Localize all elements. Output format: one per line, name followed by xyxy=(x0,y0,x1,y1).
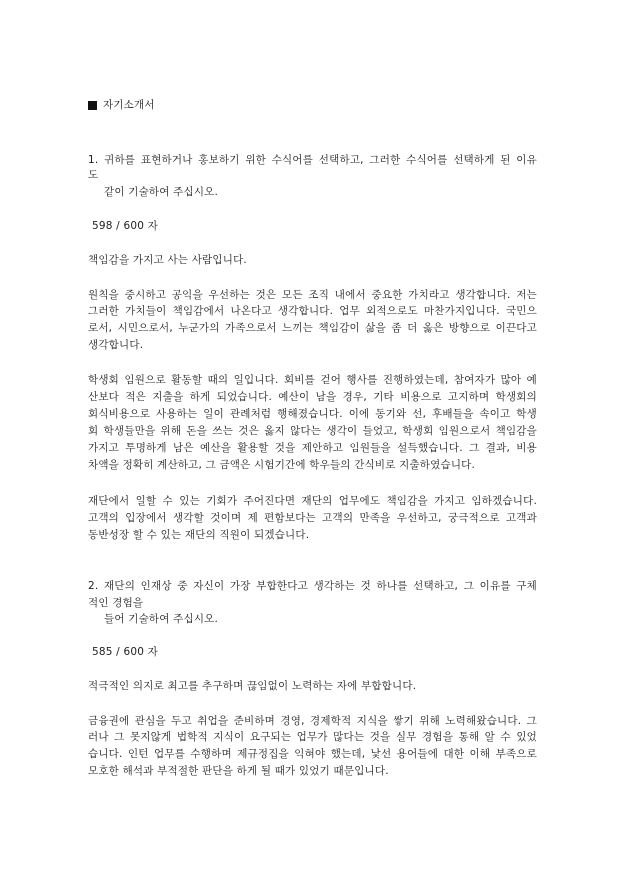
answer-2-text-line: 모호한 해석과 부적절한 판단을 하게 될 때가 있었기 때문입니다. xyxy=(88,765,389,777)
answer-1-text-line: 생각합니다. xyxy=(88,339,144,351)
char-count-1: 598 / 600 자 xyxy=(92,220,158,232)
answer-2-text-line: 러나 그 못지않게 법학적 지식이 요구되는 업무가 많다는 것을 실무 경험을 통해 알 수 있었 xyxy=(88,731,537,743)
black-square-icon xyxy=(88,101,97,110)
question-1-line: 같이 기술하여 주십시오. xyxy=(104,186,219,198)
answer-1-text-line: 원칙을 중시하고 공익을 우선하는 것은 모든 조직 내에서 중요한 가치라고 생각합니다. 저는 xyxy=(88,289,537,301)
answer-2-headline: 적극적인 의지로 최고를 추구하며 끊임없이 노력하는 자에 부합합니다. xyxy=(88,680,417,692)
answer-2-text-line: 습니다. 인턴 업무를 수행하며 제규정집을 익혀야 했는데, 낯선 용어들에 대한 이해 부족으로 xyxy=(88,748,537,760)
question-1-line: 1. 귀하를 표현하거나 홍보하기 위한 수식어를 선택하고, 그러한 수식어를 선택하게 된 이유 xyxy=(88,154,537,166)
question-2-line: 들어 기술하여 주십시오. xyxy=(104,613,219,625)
answer-1-text-line: 재단에서 일할 수 있는 기회가 주어진다면 재단의 업무에도 책임감을 가지고 임하겠습니다. xyxy=(88,495,537,507)
answer-1-text-line: 학생회 임원으로 활동할 때의 일입니다. 회비를 걷어 행사를 진행하였는데, 참여자가 많아 예 xyxy=(88,374,537,386)
question-1-line: 도 xyxy=(88,169,99,181)
answer-2-text-line: 금융권에 관심을 두고 취업을 준비하며 경영, 경제학적 지식을 쌓기 위해 노력해왔습니다. 그 xyxy=(88,715,537,727)
answer-1-text-line: 회 학생들만을 위해 돈을 쓰는 것은 옳지 않다는 생각이 들었고, 학생회 임원으로서 책임감을 xyxy=(88,425,537,437)
title-text: 자기소개서 xyxy=(103,99,155,111)
answer-1-text-line: 차액을 정확히 계산하고, 그 금액은 시험기간에 학우들의 간식비로 지출하였습니다. xyxy=(88,459,476,471)
answer-1-text-line: 산보다 적은 지출을 하게 되었습니다. 예산이 남을 경우, 기타 비용으로 고지하며 학생회의 xyxy=(88,391,537,403)
question-2-line: 적인 경험을 xyxy=(88,597,144,609)
document-title xyxy=(88,98,155,112)
answer-1-text-line: 로서, 시민으로서, 누군가의 가족으로서 느끼는 책임감이 삶을 좀 더 옳은 방향으로 이끈다고 xyxy=(88,322,537,334)
answer-1-headline: 책임감을 가지고 사는 사람입니다. xyxy=(88,254,247,266)
question-2-line: 2. 재단의 인재상 중 자신이 가장 부합한다고 생각하는 것 하나를 선택하고, 그 이유를 구체 xyxy=(88,580,537,592)
answer-1-text-line: 회식비용으로 사용하는 일이 관례처럼 행해졌습니다. 이에 동기와 선, 후배들을 속이고 학생 xyxy=(88,408,537,420)
answer-1-text-line: 동반성장 할 수 있는 재단의 직원이 되겠습니다. xyxy=(88,529,310,541)
answer-1-text-line: 고객의 입장에서 생각할 것이며 제 편함보다는 고객의 만족을 우선하고, 궁극적으로 고객과 xyxy=(88,512,537,524)
answer-1-text-line: 그러한 가치들이 책임감에서 나온다고 생각합니다. 업무 외적으로도 마찬가지입니다. 국민으 xyxy=(88,305,537,317)
answer-1-text-line: 가지고 투명하게 남은 예산을 활용할 것을 제안하고 임원들을 설득했습니다. 그 결과, 비용 xyxy=(88,442,537,454)
char-count-2: 585 / 600 자 xyxy=(92,646,158,658)
